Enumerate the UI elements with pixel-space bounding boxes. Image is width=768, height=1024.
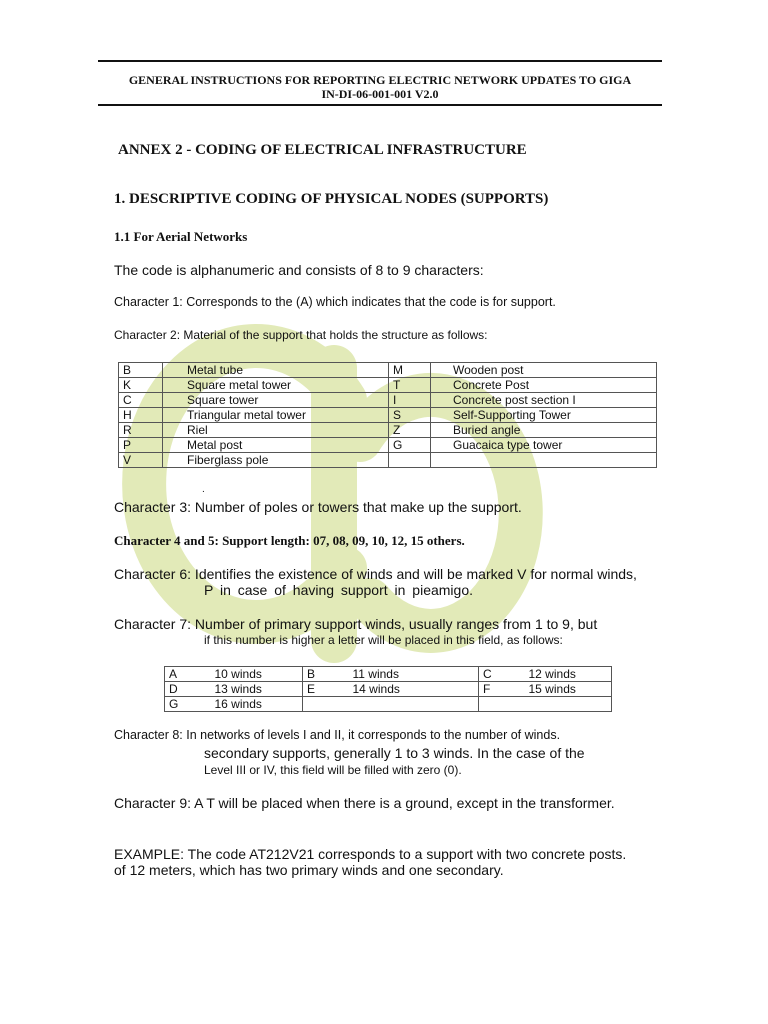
wind-code-cell: C [479,667,513,682]
materials-row [119,408,657,423]
winds-row [165,682,612,697]
material-desc-cell: Self-Supporting Tower [431,408,657,423]
wind-desc-cell: 16 winds [199,697,303,712]
materials-row [119,453,657,468]
header-title: GENERAL INSTRUCTIONS FOR REPORTING ELECTRIC NETWORK UPDATES TO GIGA [128,73,632,87]
materials-table [118,362,657,468]
character-7-line-1: Character 7: Number of primary support winds, usually ranges from 1 to 9, but [114,616,598,632]
material-code-cell: S [389,408,431,423]
header-top-rule [98,60,662,62]
character-6-line-2: P in case of having support in pieamigo. [204,582,474,598]
subsection-title: 1.1 For Aerial Networks [114,229,248,244]
material-desc-cell: Buried angle [431,423,657,438]
annex-title: ANNEX 2 - CODING OF ELECTRICAL INFRASTRUCTURE [118,142,527,158]
material-desc-cell: Square tower [163,393,389,408]
materials-row [119,378,657,393]
wind-desc-cell: 10 winds [199,667,303,682]
wind-code-cell: D [165,682,199,697]
wind-desc-cell: 11 winds [337,667,479,682]
material-code-cell: G [389,438,431,453]
material-desc-cell [431,453,657,468]
wind-desc-cell: 14 winds [337,682,479,697]
wind-code-cell: A [165,667,199,682]
material-desc-cell: Concrete Post [431,378,657,393]
material-desc-cell: Metal tube [163,363,389,378]
header-doc-code: IN-DI-06-001-001 V2.0 [321,87,439,101]
materials-row [119,438,657,453]
materials-row [119,423,657,438]
materials-row [119,363,657,378]
character-7-line-2: if this number is higher a letter will be placed in this field, as follows: [204,633,563,647]
wind-desc-cell [513,697,612,712]
material-code-cell: H [119,408,163,423]
example-line-1: EXAMPLE: The code AT212V21 corresponds to a support with two concrete posts. [114,846,627,862]
material-code-cell: M [389,363,431,378]
material-code-cell: R [119,423,163,438]
material-code-cell: Z [389,423,431,438]
material-code-cell: K [119,378,163,393]
character-2-text: Character 2: Material of the support that holds the structure as follows: [114,328,488,342]
winds-row [165,667,612,682]
character-9-text: Character 9: A T will be placed when there is a ground, except in the transformer. [114,795,615,811]
wind-desc-cell [337,697,479,712]
material-code-cell: P [119,438,163,453]
winds-table [164,666,612,712]
example-line-2: of 12 meters, which has two primary winds and one secondary. [114,862,504,878]
materials-row [119,393,657,408]
material-code-cell: B [119,363,163,378]
wind-code-cell: F [479,682,513,697]
material-code-cell [389,453,431,468]
character-1-text: Character 1: Corresponds to the (A) which indicates that the code is for support. [114,295,556,309]
wind-desc-cell: 13 winds [199,682,303,697]
material-desc-cell: Fiberglass pole [163,453,389,468]
wind-code-cell: B [303,667,337,682]
section-title: 1. DESCRIPTIVE CODING OF PHYSICAL NODES (SUPPORTS) [114,191,549,207]
material-code-cell: T [389,378,431,393]
material-desc-cell: Metal post [163,438,389,453]
material-code-cell: C [119,393,163,408]
material-desc-cell: Riel [163,423,389,438]
wind-code-cell: G [165,697,199,712]
character-4-5-text: Character 4 and 5: Support length: 07, 08, 09, 10, 12, 15 others. [114,533,465,548]
material-desc-cell: Wooden post [431,363,657,378]
header-bottom-rule [98,104,662,106]
stray-mark: . [202,484,205,495]
material-desc-cell: Concrete post section I [431,393,657,408]
material-code-cell: I [389,393,431,408]
character-8-line-3: Level III or IV, this field will be filled with zero (0). [204,763,462,777]
material-desc-cell: Triangular metal tower [163,408,389,423]
material-code-cell: V [119,453,163,468]
material-desc-cell: Guacaica type tower [431,438,657,453]
wind-desc-cell: 15 winds [513,682,612,697]
character-6-line-1: Character 6: Identifies the existence of winds and will be marked V for normal winds, [114,566,637,582]
wind-code-cell [303,697,337,712]
character-3-text: Character 3: Number of poles or towers that make up the support. [114,499,522,515]
wind-code-cell [479,697,513,712]
wind-code-cell: E [303,682,337,697]
wind-desc-cell: 12 winds [513,667,612,682]
character-8-line-1: Character 8: In networks of levels I and II, it corresponds to the number of winds. [114,728,561,742]
material-desc-cell: Square metal tower [163,378,389,393]
winds-row [165,697,612,712]
intro-text: The code is alphanumeric and consists of 8 to 9 characters: [114,262,484,278]
character-8-line-2: secondary supports, generally 1 to 3 winds. In the case of the [204,745,585,761]
